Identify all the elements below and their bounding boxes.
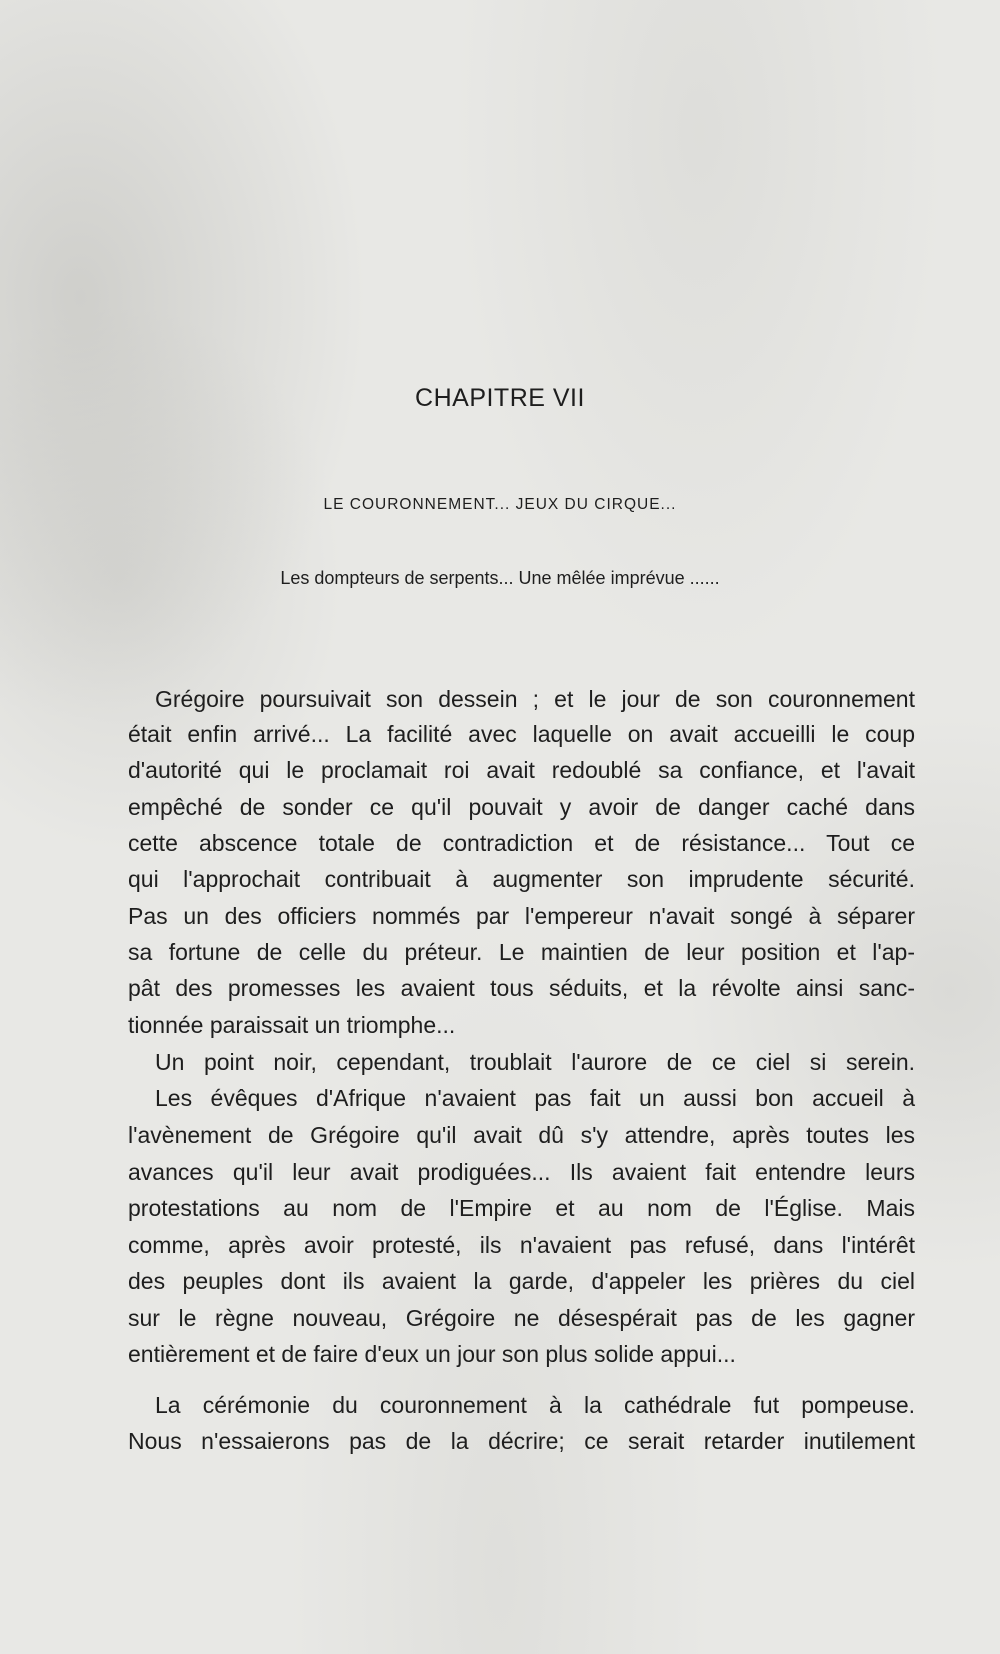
paragraph-line: qui l'approchait contribuait à augmenter son imprudente sécurité. [128,866,915,892]
paragraph-line: avances qu'il leur avait prodiguées... Ils avaient fait entendre leurs [128,1159,915,1185]
chapter-title: CHAPITRE VII [415,384,585,412]
paragraph-line: des peuples dont ils avaient la garde, d'appeler les prières du ciel [128,1268,915,1294]
paragraph-line: pât des promesses les avaient tous séduits, et la révolte ainsi sanc- [128,975,915,1001]
chapter-subtitle: LE COURONNEMENT... JEUX DU CIRQUE... [323,496,677,513]
paragraph-line: était enfin arrivé... La facilité avec laquelle on avait accueilli le coup [128,721,915,747]
chapter-summary: Les dompteurs de serpents... Une mêlée imprévue ...... [280,568,720,588]
paragraph-line: tionnée paraissait un triomphe... [128,1012,456,1038]
paragraph-line: l'avènement de Grégoire qu'il avait dû s'y attendre, après toutes les [128,1122,915,1148]
paragraph-line: sa fortune de celle du préteur. Le maintien de leur position et l'ap- [128,939,915,965]
paragraph-line: La cérémonie du couronnement à la cathédrale fut pompeuse. [155,1392,915,1418]
paragraph-line: entièrement et de faire d'eux un jour son plus solide appui... [128,1341,736,1367]
paragraph-line: d'autorité qui le proclamait roi avait redoublé sa confiance, et l'avait [128,757,915,783]
paragraph-line: Nous n'essaierons pas de la décrire; ce serait retarder inutilement [128,1428,915,1454]
paragraph-line: Les évêques d'Afrique n'avaient pas fait un aussi bon accueil à [155,1085,915,1111]
paragraph-line: empêché de sonder ce qu'il pouvait y avoir de danger caché dans [128,794,915,820]
paragraph-line: comme, après avoir protesté, ils n'avaient pas refusé, dans l'intérêt [128,1232,915,1258]
paragraph-line: protestations au nom de l'Empire et au nom de l'Église. Mais [128,1195,915,1221]
paragraph-line: Un point noir, cependant, troublait l'aurore de ce ciel si serein. [155,1049,915,1075]
paragraph-line: cette abscence totale de contradiction et de résistance... Tout ce [128,830,915,856]
paragraph-line: Pas un des officiers nommés par l'empereur n'avait songé à séparer [128,903,915,929]
paragraph-line: sur le règne nouveau, Grégoire ne désespérait pas de les gagner [128,1305,915,1331]
paragraph-line: Grégoire poursuivait son dessein ; et le jour de son couronnement [155,686,915,712]
